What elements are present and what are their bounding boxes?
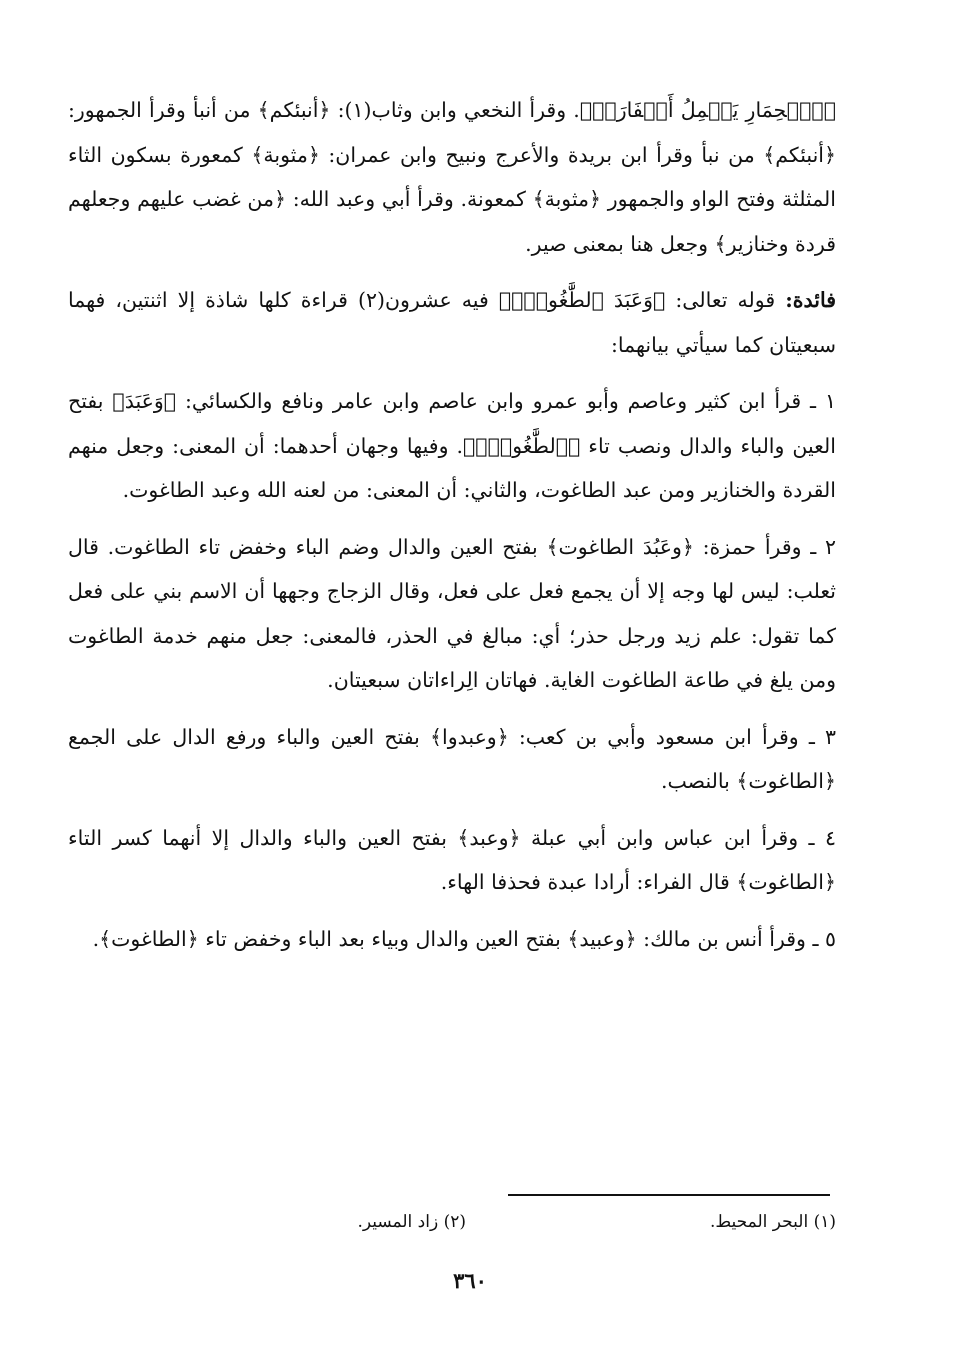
page-body xyxy=(68,88,836,961)
paragraph-reading-2: ٢ ـ وقرأ حمزة: ﴿وعَبُدَ الطاغوت﴾ بفتح العين والدال وضم الباء وخفض تاء الطاغوت. قال ثعلب: ليس لها وجه إلا أن يجمع فعل على فعل، وقال الزجاج وجهها أن الاسم بني على فعل كما تقول: علم زيد ورجل حذر؛ أي: مبالغ في الحذر، فالمعنى: جعل منهم خدمة الطاغوت ومن يلغ في طاعة الطاغوت الغاية. فهاتان الِراءاتان سبعيتان. xyxy=(68,534,836,692)
paragraph-reading-3: ٣ ـ وقرأ ابن مسعود وأبي بن كعب: ﴿وعبدوا﴾ بفتح العين والباء ورفع الدال على الجمع ﴿الطاغوت﴾ بالنصب. xyxy=(68,724,836,793)
footnote-1: (١) البحر المحيط. xyxy=(710,1212,836,1232)
faida-text: قوله تعالى: ﴿وَعَبَدَ ٱلطَّٰغُوتَۚ﴾ فيه عشرون(٢) قراءة كلها شاذة إلا اثنتين، فهما سبعيتان كما سيأتي بيانهما: xyxy=(68,288,836,357)
paragraph-reading-4: ٤ ـ وقرأ ابن عباس وابن أبي عبلة ﴿وعبد﴾ بفتح العين والباء والدال إلا أنهما كسر التاء ﴿الطاغوت﴾ قال الفراء: أرادا عبدة فحذفا الهاء. xyxy=(68,825,836,894)
footnotes xyxy=(68,1212,836,1242)
paragraph-reading-5: ٥ ـ وقرأ أنس بن مالك: ﴿وعبيد﴾ بفتح العين والدال وبياء بعد الباء وخفض تاء ﴿الطاغوت﴾. xyxy=(92,926,836,951)
page-number: ٣٦٠ xyxy=(453,1268,487,1293)
paragraph-1: ﴿ٱلۡحِمَارِ يَحۡمِلُ أَسۡفَارَاۢ﴾. وقرأ النخعي وابن وثاب(١): ﴿أنبئكم﴾ من أنبأ وقرأ الجمهور: ﴿أنبئكم﴾ من نبأ وقرأ ابن بريدة والأعرج ونبيح وابن عمران: ﴿مثوبة﴾ كمعورة بسكون الثاء المثلثة وفتح الواو والجمهور ﴿مثوبة﴾ كمعونة. وقرأ أبي وعبد الله: ﴿من غضب عليهم وجعلهم قردة وخنازير﴾ وجعل هنا بمعنى صير. xyxy=(68,98,837,256)
footnote-divider xyxy=(508,1194,830,1196)
paragraph-reading-1: ١ ـ قرأ ابن كثير وعاصم وأبو عمرو وابن عاصم وابن عامر ونافع والكسائي: ﴿وَعَبَدَ﴾ بفتح العين والباء والدال ونصب تاء ﴿ٱلطَّٰغُوتَۚ﴾. وفيها وجهان أحدهما: أن المعنى: وجعل منهم القردة والخنازير ومن عبد الطاغوت، والثاني: أن المعنى: من لعنه الله وعبد الطاغوت. xyxy=(68,389,836,502)
footnote-2: (٢) زاد المسير. xyxy=(357,1212,466,1232)
faida-label: فائدة: xyxy=(785,288,837,312)
paragraph-faida xyxy=(68,278,836,367)
